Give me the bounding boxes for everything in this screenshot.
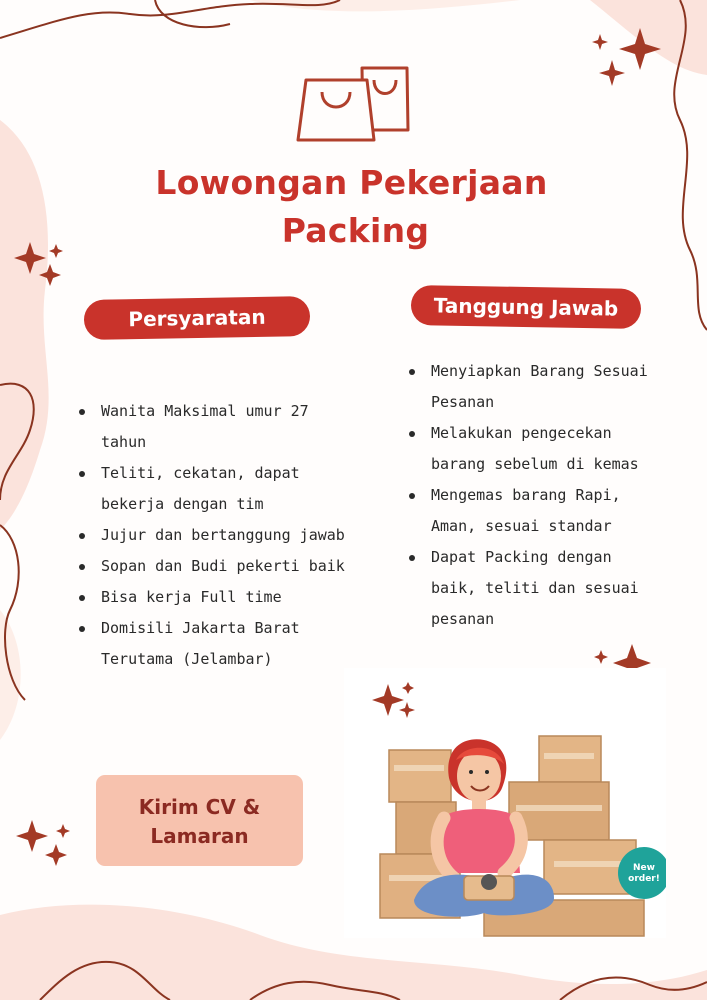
- responsibilities-list: [409, 356, 659, 635]
- requirements-list: [79, 396, 349, 675]
- responsibility-item: Dapat Packing dengan baik, teliti dan sesuai pesanan: [409, 542, 659, 635]
- woman-packing-boxes-illustration: [344, 668, 666, 938]
- poster-title-line2: Packing: [281, 211, 430, 250]
- requirement-item: Bisa kerja Full time: [79, 582, 349, 613]
- requirement-item: Wanita Maksimal umur 27 tahun: [79, 396, 349, 458]
- responsibility-item: Melakukan pengecekan barang sebelum di kemas: [409, 418, 659, 480]
- responsibility-item: Menyiapkan Barang Sesuai Pesanan: [409, 356, 659, 418]
- send-cv-label: Kirim CV & Lamaran: [138, 795, 261, 848]
- shopping-bags-icon: [298, 68, 408, 140]
- responsibility-item: Mengemas barang Rapi, Aman, sesuai standar: [409, 480, 659, 542]
- badge-label-line2: order!: [628, 874, 660, 884]
- requirement-item: Domisili Jakarta Barat Terutama (Jelambar): [79, 613, 349, 675]
- requirements-heading: Persyaratan: [84, 296, 311, 340]
- requirement-item: Teliti, cekatan, dapat bekerja dengan tim: [79, 458, 349, 520]
- responsibilities-heading: Tanggung Jawab: [411, 285, 642, 329]
- requirement-item: Jujur dan bertanggung jawab: [79, 520, 349, 551]
- badge-label-line1: New: [633, 863, 655, 873]
- poster-title-line1: Lowongan Pekerjaan: [155, 163, 548, 202]
- send-cv-box: [96, 775, 303, 866]
- requirement-item: Sopan dan Budi pekerti baik: [79, 551, 349, 582]
